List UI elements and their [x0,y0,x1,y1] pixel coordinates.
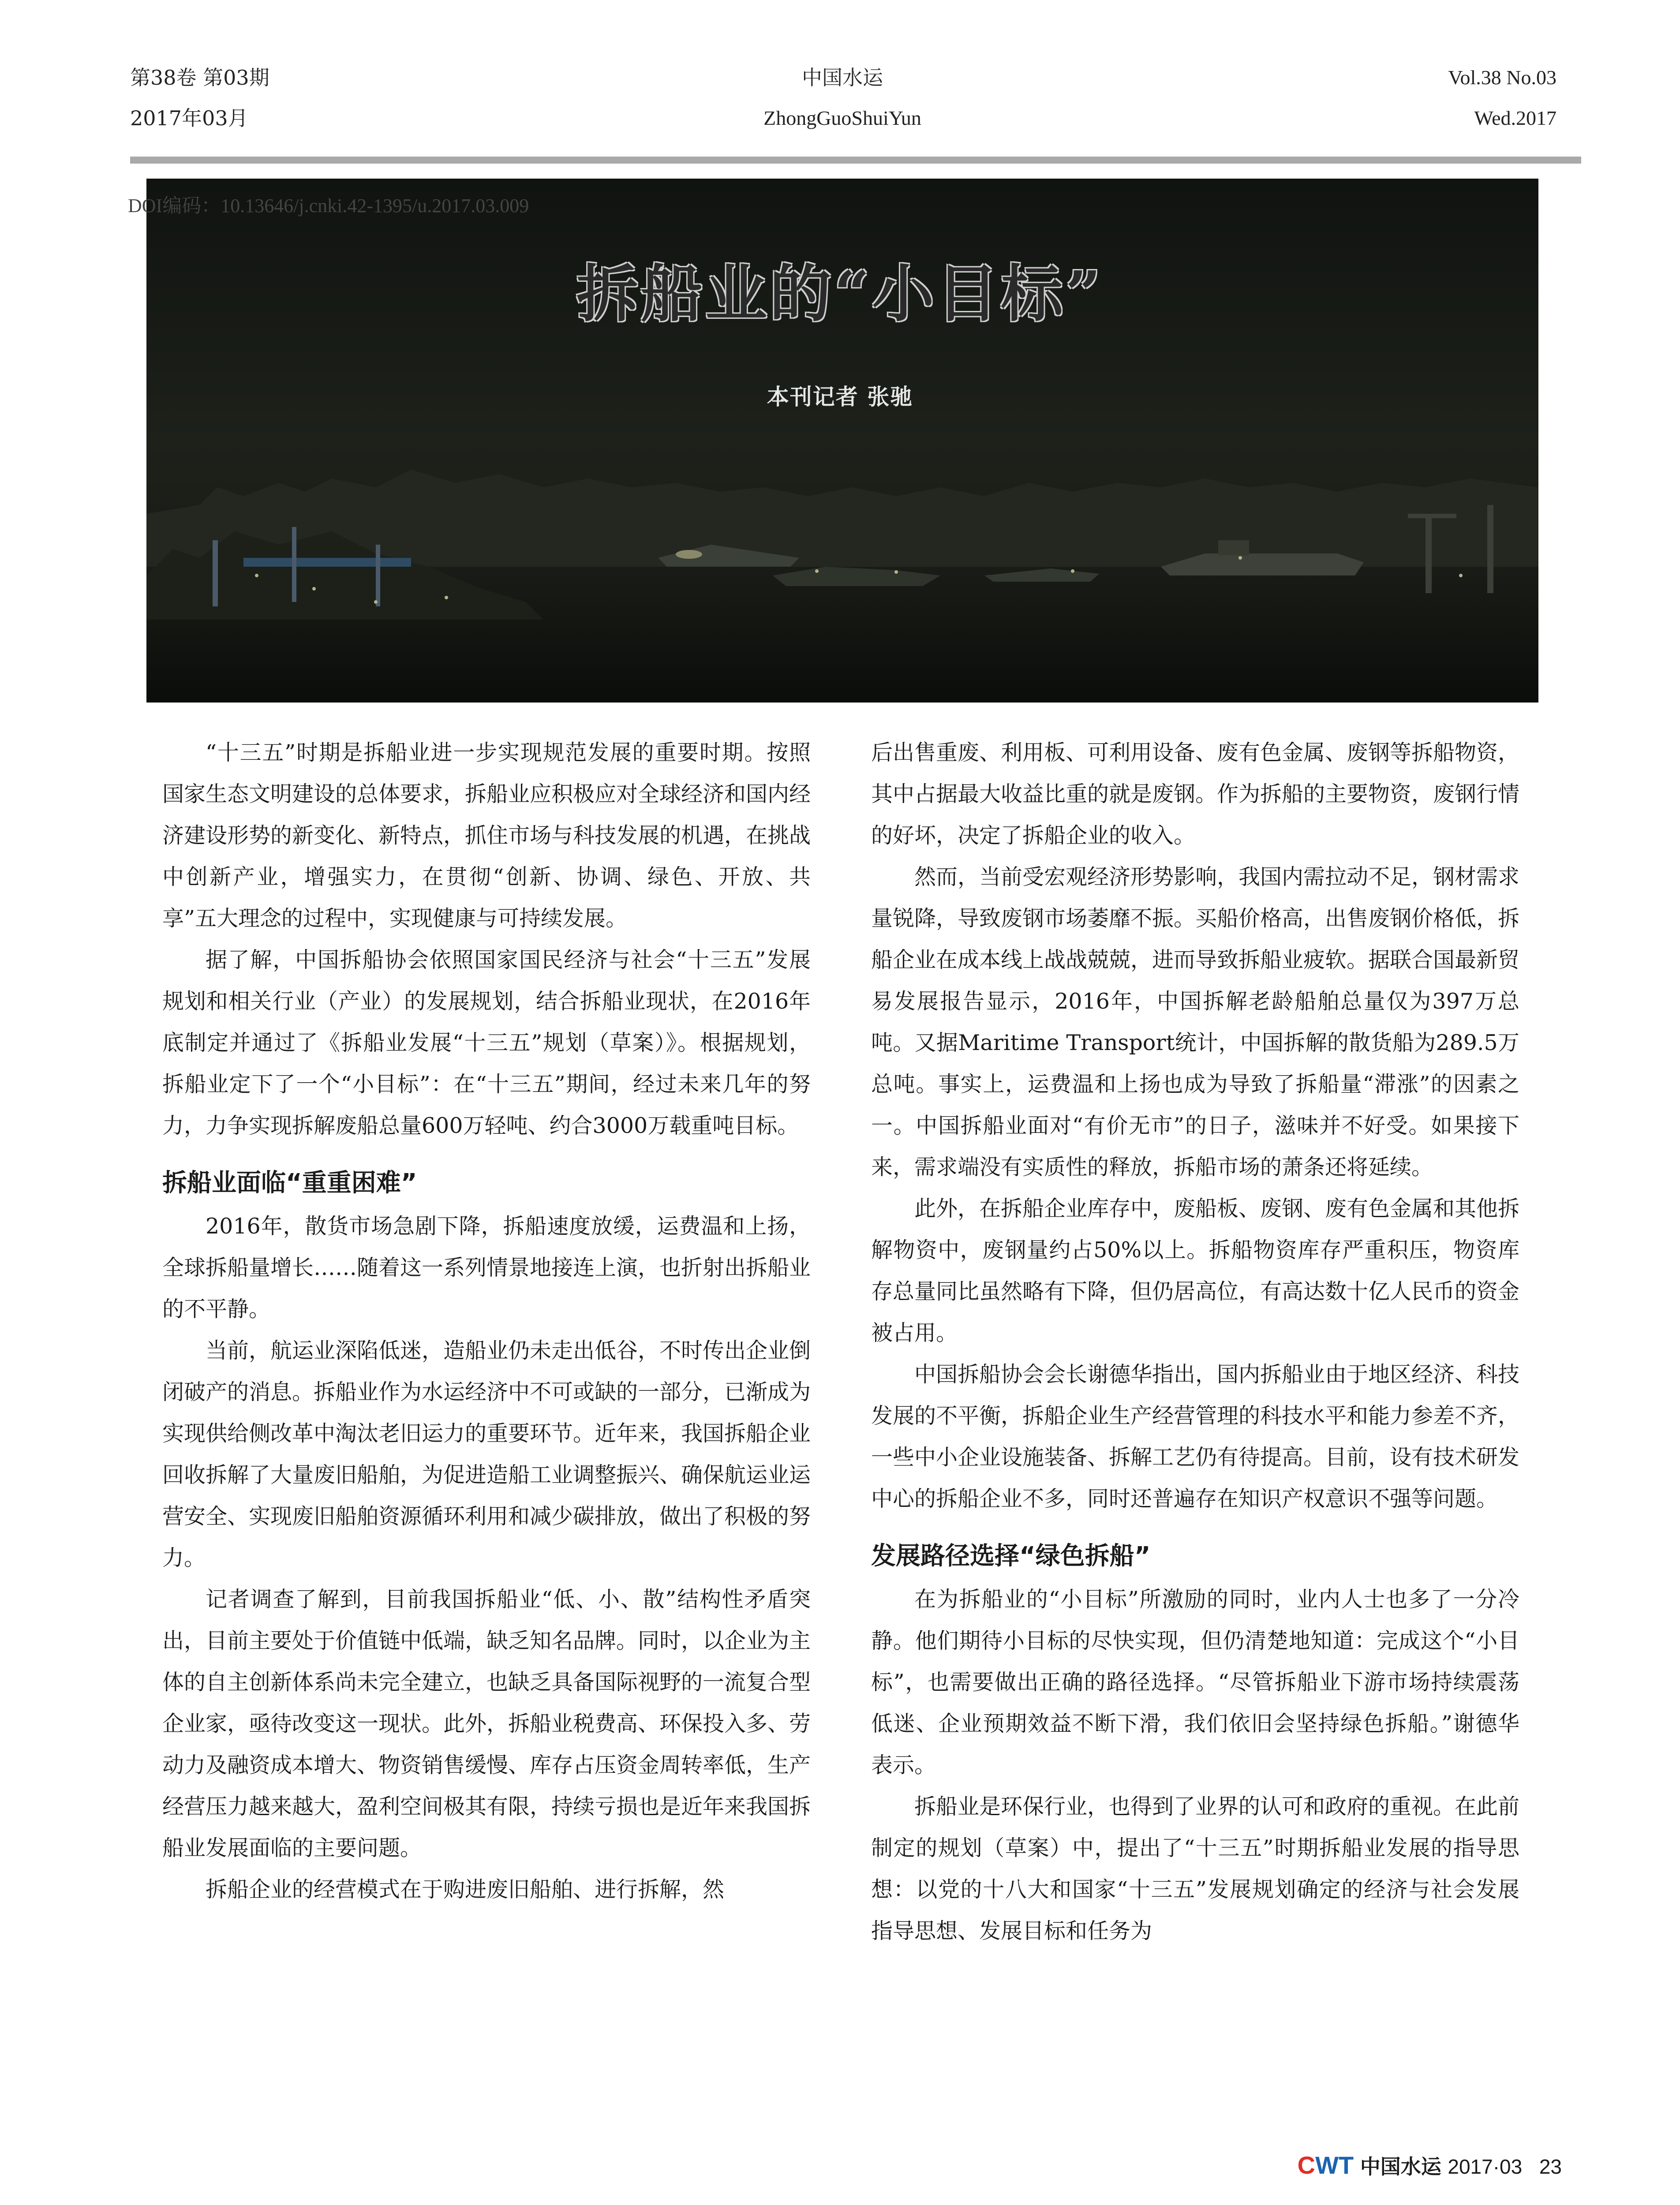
volume-issue: 第38卷 第03期 [130,66,269,90]
paragraph: 拆船企业的经营模式在于购进废旧船舶、进行拆解，然 [206,1877,725,1902]
paragraph: 在为拆船业的“小目标”所激励的同时，业内人士也多了一分冷静。他们期待小目标的尽快实现，但仍清楚地知道：完成这个“小目标”，也需要做出正确的路径选择。“尽管拆船业下游市场持续震荡低迷、企业预期效益不断下滑，我们依旧会坚持绿色拆船。”谢德华表示。 [871,1587,1519,1778]
page-number: 23 [1539,2155,1562,2178]
publication-date: 2017年03月 [130,106,248,130]
paragraph: 当前，航运业深陷低迷，造船业仍未走出低谷，不时传出企业倒闭破产的消息。拆船业作为水运经济中不可或缺的一部分，已渐成为实现供给侧改革中淘汰老旧运力的重要环节。近年来，我国拆船企业回收拆解了大量废旧船舶，为促进造船工业调整振兴、确保航运业运营安全、实现废旧船舶资源循环利用和减少碳排放，做出了积极的努力。 [162,1338,811,1570]
doi-code: DOI编码：10.13646/j.cnki.42-1395/u.2017.03.009 [128,195,529,217]
paragraph: 然而，当前受宏观经济形势影响，我国内需拉动不足，钢材需求量锐降，导致废钢市场萎靡不振。买船价格高，出售废钢价格低，拆船企业在成本线上战战兢兢，进而导致拆船业疲软。据联合国最新贸易发展报告显示，2016年，中国拆解老龄船舶总量仅为397万总吨。又据Maritime Transport统计，中国拆解的散货船为289.5万总吨。事实上，运费温和上扬也成为导致了拆船量“滞涨”的因素之一。中国拆船业面对“有价无市”的日子，滋味并不好受。如果接下来，需求端没有实质性的释放，拆船市场的萧条还将延续。 [871,864,1520,1180]
paragraph: 记者调查了解到，目前我国拆船业“低、小、散”结构性矛盾突出，目前主要处于价值链中低端，缺乏知名品牌。同时，以企业为主体的自主创新体系尚未完全建立，也缺乏具备国际视野的一流复合型企业家，亟待改变这一现状。此外，拆船业税费高、环保投入多、劳动力及融资成本增大、物资销售缓慢、库存占压资金周转率低，生产经营压力越来越大，盈利空间极其有限，持续亏损也是近年来我国拆船业发展面临的主要问题。 [162,1587,811,1861]
header-rule [130,157,1581,164]
paragraph: 拆船业是环保行业，也得到了业界的认可和政府的重视。在此前制定的规划（草案）中，提出了“十三五”时期拆船业发展的指导思想：以党的十八大和国家“十三五”发展规划确定的经济与社会发展指导思想、发展目标和任务为 [871,1794,1520,1943]
vol-no-english: Vol.38 No.03 [1448,66,1557,89]
journal-name: 中国水运 [802,66,883,90]
cwt-logo: CWT [1297,2151,1354,2179]
byline: 本刊记者 张驰 [767,384,913,410]
paragraph: 据了解，中国拆船协会依照国家国民经济与社会“十三五”发展规划和相关行业（产业）的发展规划，结合拆船业现状，在2016年底制定并通过了《拆船业发展“十三五”规划（草案）》。根据规划，拆船业定下了一个“小目标”：在“十三五”期间，经过未来几年的努力，力争实现拆解废船总量600万轻吨、约合3000万载重吨目标。 [162,947,811,1138]
page-footer [1298,2152,1562,2180]
paragraph: 2016年，散货市场急剧下降，拆船速度放缓，运费温和上扬，全球拆船量增长……随着这一系列情景地接连上演，也折射出拆船业的不平静。 [162,1214,811,1322]
paragraph: 此外，在拆船企业库存中，废船板、废钢、废有色金属和其他拆解物资中，废钢量约占50%以上。拆船物资库存严重积压，物资库存总量同比虽然略有下降，但仍居高位，有高达数十亿人民币的资金被占用。 [871,1196,1520,1345]
date-english: Wed.2017 [1474,107,1557,129]
section-heading: 发展路径选择“绿色拆船” [871,1542,1151,1570]
left-column [162,732,811,1910]
paragraph: “十三五”时期是拆船业进一步实现规范发展的重要时期。按照国家生态文明建设的总体要求，拆船业应积极应对全球经济和国内经济建设形势的新变化、新特点，抓住市场与科技发展的机遇，在挑战中创新产业，增强实力，在贯彻“创新、协调、绿色、开放、共享”五大理念的过程中，实现健康与可持续发展。 [162,740,811,931]
paragraph: 后出售重废、利用板、可利用设备、废有色金属、废钢等拆船物资，其中占据最大收益比重的就是废钢。作为拆船的主要物资，废钢行情的好坏，决定了拆船企业的收入。 [871,740,1520,848]
footer-issue: 2017·03 [1448,2155,1523,2178]
section-heading: 拆船业面临“重重困难” [162,1169,417,1197]
right-column [871,732,1519,1952]
journal-pinyin: ZhongGuoShuiYun [763,107,921,129]
footer-journal: 中国水运 [1360,2155,1441,2179]
article-title: 拆船业的“小目标” [576,258,1104,330]
paragraph: 中国拆船协会会长谢德华指出，国内拆船业由于地区经济、科技发展的不平衡，拆船企业生产经营管理的科技水平和能力参差不齐，一些中小企业设施装备、拆解工艺仍有待提高。目前，设有技术研发中心的拆船企业不多，同时还普遍存在知识产权意识不强等问题。 [871,1362,1520,1511]
